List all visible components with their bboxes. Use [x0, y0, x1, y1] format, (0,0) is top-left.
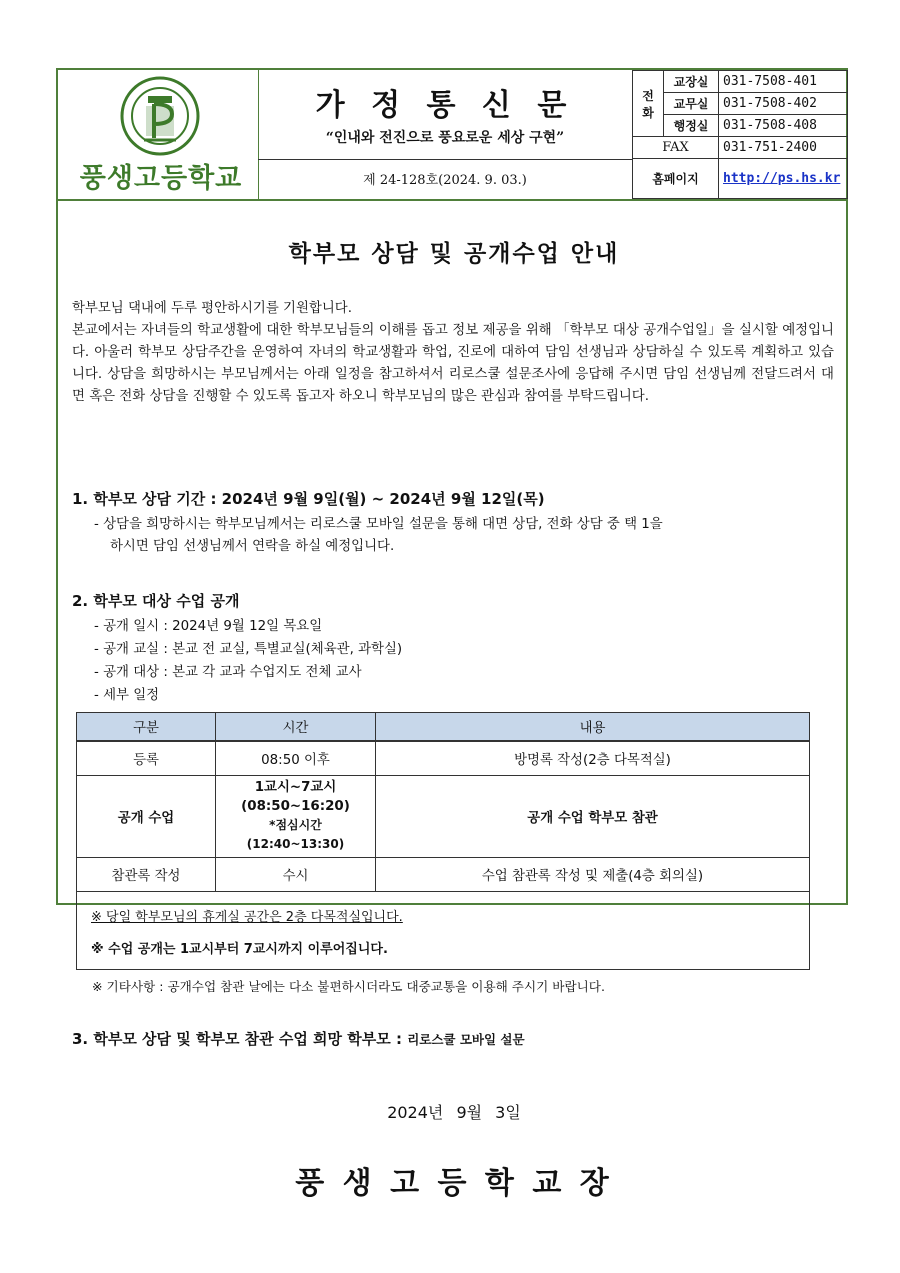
notes-box: [76, 892, 810, 970]
principal-signature: 풍 생 고 등 학 교 장: [295, 1166, 613, 1201]
main-title: 학부모 상담 및 공개수업 안내: [288, 241, 620, 267]
section3-tail: 리로스쿨 모바일 설문: [407, 1032, 525, 1047]
cell-time: 수시: [216, 857, 376, 891]
fax-value: 031-751-2400: [719, 137, 848, 159]
note-lounge: ※ 당일 학부모님의 휴게실 공간은 2층 다목적실입니다.: [91, 910, 403, 925]
cell-category: 공개 수업: [77, 775, 216, 857]
col-header: 시간: [216, 713, 376, 742]
table-header-row: [77, 713, 810, 742]
col-header: 구분: [77, 713, 216, 742]
cell-time: 08:50 이후: [216, 741, 376, 775]
table-row: [77, 775, 810, 857]
intro-body: 본교에서는 자녀들의 학교생활에 대한 학부모님들의 이해를 돕고 정보 제공을 위해 「학부모 대상 공개수업일」을 실시할 예정입니다. 아울러 학부모 상담주간을 운영하여 자녀의 학교생활과 학업, 진로에 대하여 담임 선생님과 상담하실 수 있도록 계획하고 있습니다. 상담을 희망하시는 부모님께서는 아래 일정을 참고하셔서 리로스쿨 설문조사에 응답해 주시면 담임 선생님께 전달드려서 대면 혹은 전화 상담을 진행할 수 있도록 돕고자 하오니 학부모님의 많은 관심과 참여를 부탁드립니다.: [72, 323, 834, 404]
lunch-range: (12:40~13:30): [246, 837, 345, 851]
document-frame: [56, 68, 848, 1201]
title-cell: [258, 70, 633, 199]
schedule-table: [76, 712, 810, 892]
contact-label: 교장실: [664, 71, 719, 93]
section1-heading: 1. 학부모 상담 기간 : 2024년 9월 9일(월) ~ 2024년 9월 12일(목): [72, 490, 545, 508]
table-row: [77, 857, 810, 891]
section3-title: 3. 학부모 상담 및 학부모 참관 수업 희망 학부모 :: [72, 1030, 402, 1048]
section2-item: - 세부 일정: [94, 688, 160, 703]
lunch-label: *점심시간: [269, 818, 322, 832]
etc-note: ※ 기타사항 : 공개수업 참관 날에는 다소 불편하시더라도 대중교통을 이용해 주시기 바랍니다.: [92, 979, 605, 994]
doc-title: 가 정 통 신 문: [315, 88, 575, 123]
contact-value: 031-7508-402: [719, 93, 848, 115]
intro-text: [72, 298, 834, 408]
contact-value: 031-7508-408: [719, 115, 848, 137]
cell-content: 방명록 작성(2층 다목적실): [376, 741, 810, 775]
cell-content: 수업 참관록 작성 및 제출(4층 회의실): [376, 857, 810, 891]
contact-label: 행정실: [664, 115, 719, 137]
section1-item-cont: 하시면 담임 선생님께서 연락을 하실 예정입니다.: [110, 539, 395, 554]
contact-table: [632, 70, 848, 199]
logo-cell: [58, 70, 259, 199]
section2-item: - 공개 교실 : 본교 전 교실, 특별교실(체육관, 과학실): [94, 642, 403, 657]
table-row: [77, 741, 810, 775]
cell-category: 등록: [77, 741, 216, 775]
time-range: (08:50~16:20): [241, 799, 350, 814]
phone-label: 전화: [633, 71, 664, 137]
cell-category: 참관록 작성: [77, 857, 216, 891]
issue-date: 2024년 9월 3일: [387, 1103, 521, 1122]
section3-heading: [72, 1028, 525, 1049]
note-periods: ※ 수업 공개는 1교시부터 7교시까지 이루어집니다.: [91, 942, 388, 957]
motto: “인내와 전진으로 풍요로운 세상 구현”: [325, 130, 565, 146]
col-header: 내용: [376, 713, 810, 742]
section2-item: - 공개 대상 : 본교 각 교과 수업지도 전체 교사: [94, 665, 362, 680]
fax-label: FAX: [633, 137, 719, 159]
title-block: [258, 70, 632, 160]
contact-label: 교무실: [664, 93, 719, 115]
time-periods: 1교시~7교시: [254, 780, 337, 795]
school-emblem-icon: [118, 76, 202, 156]
doc-number: 제 24-128호(2024. 9. 03.): [363, 173, 527, 188]
section2-heading: 2. 학부모 대상 수업 공개: [72, 592, 240, 610]
contact-value: 031-7508-401: [719, 71, 848, 93]
section1-item: - 상담을 희망하시는 학부모님께서는 리로스쿨 모바일 설문을 통해 대면 상담, 전화 상담 중 택 1을: [94, 517, 663, 532]
intro-greeting: 학부모님 댁내에 두루 평안하시기를 기원합니다.: [72, 301, 352, 316]
homepage-label: 홈페이지: [633, 159, 719, 199]
cell-content: 공개 수업 학부모 참관: [376, 775, 810, 857]
school-name: 풍생고등학교: [79, 163, 243, 194]
homepage-link[interactable]: http://ps.hs.kr: [723, 171, 841, 186]
letterhead: [58, 70, 846, 201]
cell-time: [216, 775, 376, 857]
section2-item: - 공개 일시 : 2024년 9월 12일 목요일: [94, 619, 323, 634]
